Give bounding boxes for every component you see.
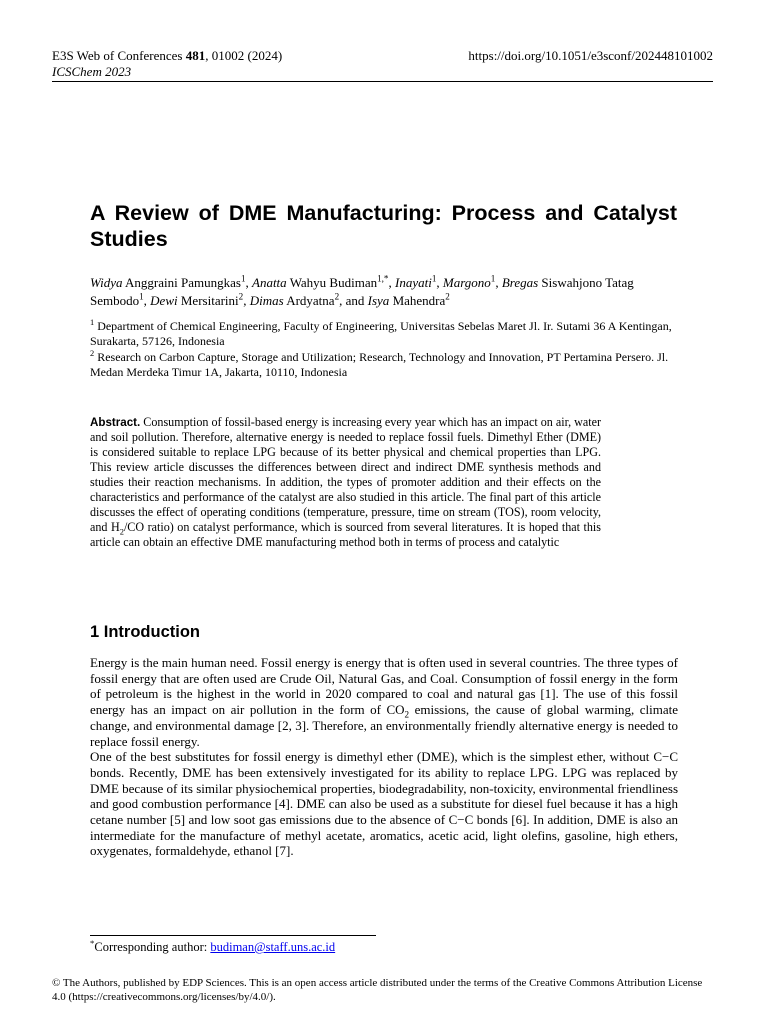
author-list: Widya Anggraini Pamungkas$^1$, Anatta Wahyu Budiman$^{1,*}$, Inayati$^1$, Margono$^1$, Bregas Siswahjono Tatag Sembodo$^1$, Dewi Mersitarini$^2$, Dimas Ardyatna$^2$, and Isya Mahendra$^2$ <box>90 273 634 308</box>
paragraph: Energy is the main human need. Fossil energy is energy that is often used in several countries. The three types of fossil energy that are often used are Crude Oil, Natural Gas, and Coal. Consumption of fossil energy in the form of petroleum is the highest in the world in 2020 compared to coal and natural gas [1]. The use of this fossil energy has an impact on air pollution in the form of $CO_2$ emissions, the cause of global warming, climate change, and environmental damage [2, 3]. Therefore, an environmentally friendly alternative energy is needed to replace fossil energy. <box>90 655 678 749</box>
journal-citation: E3S Web of Conferences 481, 01002 (2024) <box>52 48 283 63</box>
header-rule <box>52 81 713 82</box>
paragraph: One of the best substitutes for fossil energy is dimethyl ether (DME), which is the simplest ether, without C−C bonds. Recently, DME has been extensively investigated for its ability to replace LPG. LPG was replaced by DME because of its similar physiochemical properties, biodegradability, non-toxicity, environmental friendliness and good combustion performance [4]. DME can also be used as a substitute for diesel fuel because it has a high cetane number [5] and low soot gas emissions due to the absence of C−C bonds [6]. In addition, DME is also an intermediate for the manufacture of methyl acetate, aromatics, acetic acid, light olefins, gasoline, high ethers, oxygenates, formaldehyde, ethanol [7]. <box>90 749 678 859</box>
paper-title: A Review of DME Manufacturing: Process and Catalyst Studies <box>90 201 677 251</box>
journal-volume: 481 <box>185 48 206 63</box>
body-text <box>90 655 678 859</box>
license-footer: © The Authors, published by EDP Sciences. This is an open access article distributed under the terms of the Creative Commons Attribution License 4.0 (https://creativecommons.org/licenses/by/4.0/). <box>52 977 703 1003</box>
section-heading: 1 Introduction <box>90 623 200 641</box>
doi-link[interactable]: https://doi.org/10.1051/e3sconf/202448101002 <box>468 48 713 63</box>
affiliations <box>90 319 677 381</box>
author-email-link[interactable]: budiman@staff.uns.ac.id <box>210 940 336 954</box>
footnote: *Corresponding author: budiman@staff.uns.ac.id <box>90 937 336 954</box>
footnote-rule <box>90 935 376 936</box>
affiliation-item: $^2$ Research on Carbon Capture, Storage and Utilization; Research, Technology and Innovation, PT Pertamina Persero. Jl. Medan Merdeka Timur 1A, Jakarta, 10110, Indonesia <box>90 349 669 379</box>
abstract-label: Abstract. <box>90 416 141 429</box>
running-header-left <box>52 48 282 80</box>
abstract: Abstract. Consumption of fossil-based energy is increasing every year which has an impact on air, water and soil pollution. Therefore, alternative energy is needed to replace fossil fuels. Dimethyl Ether (DME) is considered suitable to replace LPG because of its better physical and chemical properties than LPG. This review article discusses the differences between direct and indirect DME synthesis methods and studies their reaction mechanisms. In addition, the types of promoter addition and their effects on the characteristics and performance of the catalyst are also studied in this article. The final part of this article discusses the effect of operating conditions (temperature, pressure, time on stream (TOS), room velocity, and $H_2/CO$ ratio) on catalyst performance, which is sourced from several literatures. It is hoped that this article can obtain an effective DME manufacturing method both in terms of process and catalytic <box>90 415 602 549</box>
conference-name: ICSChem 2023 <box>52 64 132 79</box>
affiliation-item: $^1$ Department of Chemical Engineering, Faculty of Engineering, Universitas Sebelas Maret Jl. Ir. Sutami 36 A Kentingan, Surakarta, 57126, Indonesia <box>90 318 672 348</box>
